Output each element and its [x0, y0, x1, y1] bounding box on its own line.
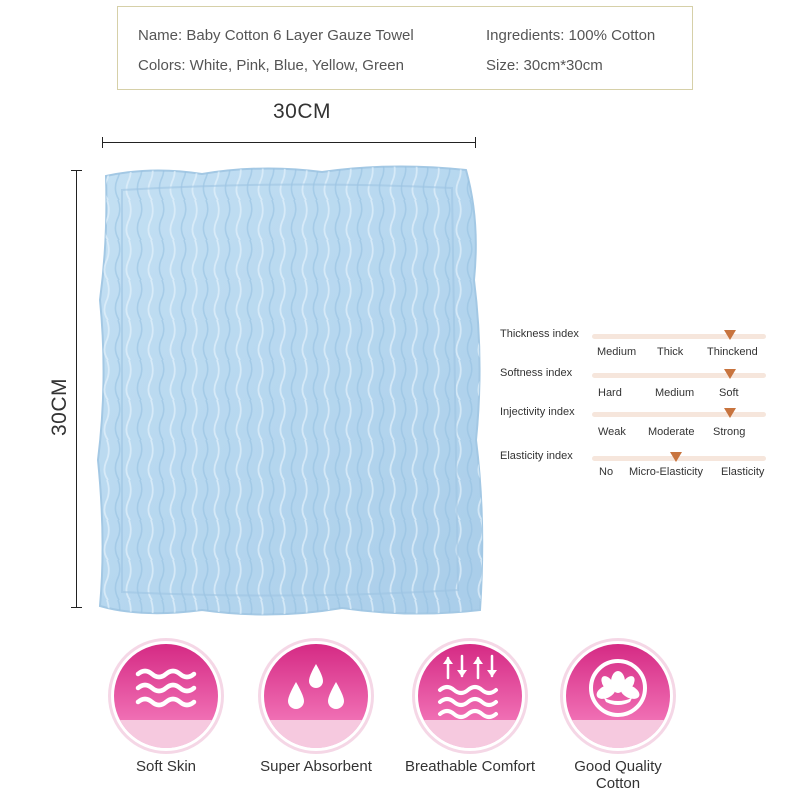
feature-label: Breathable Comfort: [404, 758, 536, 775]
index-title: Thickness index: [500, 328, 579, 340]
index-bar: [592, 412, 766, 417]
index-option: Strong: [713, 426, 746, 438]
width-dimension-cap-right: [475, 137, 476, 148]
index-row-thickness: [500, 328, 780, 368]
towel-image: [92, 160, 492, 630]
index-option: Medium: [597, 346, 637, 358]
height-dimension-cap-top: [71, 170, 82, 171]
index-option: Weak: [598, 426, 626, 438]
width-dimension-line: [102, 142, 476, 143]
index-marker: [724, 408, 736, 418]
index-title: Injectivity index: [500, 406, 575, 418]
water-drops-icon: [256, 636, 376, 756]
index-option: No: [599, 466, 614, 478]
feature-label-line: Good Quality: [574, 758, 662, 775]
spec-name: Name: Baby Cotton 6 Layer Gauze Towel: [138, 27, 414, 44]
feature-label: Soft Skin: [135, 758, 197, 775]
index-option: Thinckend: [707, 346, 758, 358]
feature-label: [538, 758, 698, 792]
spec-colors: Colors: White, Pink, Blue, Yellow, Green: [138, 57, 404, 74]
index-row-elasticity: [500, 450, 780, 490]
airflow-icon: [410, 636, 530, 756]
height-dimension-cap-bottom: [71, 607, 82, 608]
width-dimension-label: 30CM: [272, 100, 332, 123]
index-option: Elasticity: [721, 466, 765, 478]
index-option: Soft: [719, 387, 739, 399]
index-option: Hard: [598, 387, 622, 399]
index-marker: [670, 452, 682, 462]
index-row-injectivity: [500, 406, 780, 446]
feature-label-line: Cotton: [595, 775, 641, 792]
index-marker: [724, 330, 736, 340]
height-dimension-label: 30CM: [48, 377, 71, 437]
index-title: Elasticity index: [500, 450, 573, 462]
index-bar: [592, 373, 766, 378]
spec-size: Size: 30cm*30cm: [486, 57, 603, 74]
height-dimension-line: [76, 170, 77, 608]
width-dimension-cap-left: [102, 137, 103, 148]
index-marker: [724, 369, 736, 379]
index-row-softness: [500, 367, 780, 407]
index-title: Softness index: [500, 367, 573, 379]
spec-ingredients: Ingredients: 100% Cotton: [486, 27, 656, 44]
waves-icon: [106, 636, 226, 756]
spec-box: [117, 6, 693, 90]
index-option: Medium: [655, 387, 695, 399]
index-option: Moderate: [648, 426, 695, 438]
index-bar: [592, 334, 766, 339]
index-option: Thick: [657, 346, 684, 358]
index-option: Micro-Elasticity: [629, 466, 703, 478]
feature-label: Super Absorbent: [260, 758, 372, 775]
cotton-flower-icon: [558, 636, 678, 756]
